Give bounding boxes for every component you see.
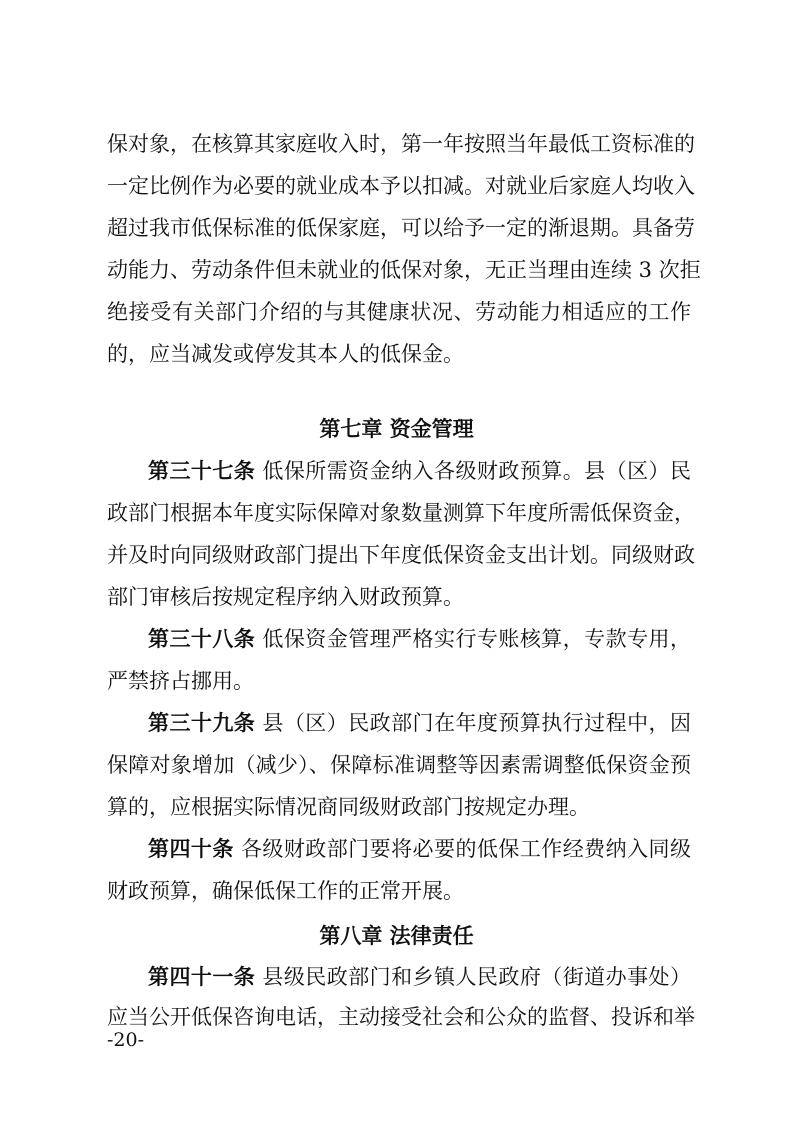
article-37-first-line: [148, 456, 691, 486]
article-label: 第四十一条: [148, 965, 256, 989]
paragraph-line: 保障对象增加（减少）、保障标准调整等因素需调整低保资金预: [107, 753, 691, 777]
paragraph-line: 保对象，在核算其家庭收入时，第一年按照当年最低工资标准的: [107, 132, 695, 156]
article-label: 第三十七条: [148, 459, 256, 483]
paragraph-line: 一定比例作为必要的就业成本予以扣减。对就业后家庭人均收入: [107, 174, 695, 198]
article-text: 低保资金管理严格实行专账核算，专款专用，: [255, 627, 691, 651]
article-label: 第四十条: [148, 837, 234, 861]
article-39-first-line: [148, 708, 691, 738]
article-text: 各级财政部门要将必要的低保工作经费纳入同级: [233, 837, 691, 861]
paragraph-line: 算的，应根据实际情况商同级财政部门按规定办理。: [107, 795, 590, 819]
paragraph-line: 并及时向同级财政部门提出下年度低保资金支出计划。同级财政: [107, 543, 695, 567]
page-number: -20-: [107, 1029, 145, 1051]
paragraph-line: 应当公开低保咨询电话，主动接受社会和公众的监督、投诉和举: [107, 1005, 695, 1029]
article-41-first-line: [148, 962, 691, 992]
article-38-first-line: [148, 624, 691, 654]
paragraph-line: 政部门根据本年度实际保障对象数量测算下年度所需低保资金，: [107, 501, 695, 525]
paragraph-line: 超过我市低保标准的低保家庭，可以给予一定的渐退期。具备劳: [107, 216, 695, 240]
chapter-title: 第七章 资金管理: [319, 417, 474, 441]
article-label: 第三十八条: [148, 627, 256, 651]
paragraph-line: 财政预算，确保低保工作的正常开展。: [107, 879, 464, 903]
article-text: 低保所需资金纳入各级财政预算。县（区）民: [255, 459, 691, 483]
article-40-first-line: [148, 834, 691, 864]
paragraph-line: 部门审核后按规定程序纳入财政预算。: [107, 585, 464, 609]
article-text: 县级民政部门和乡镇人民政府（街道办事处）: [255, 965, 691, 989]
paragraph-line: 严禁挤占挪用。: [107, 669, 254, 693]
chapter-title: 第八章 法律责任: [319, 924, 474, 948]
paragraph-line: 的，应当减发或停发其本人的低保金。: [107, 342, 464, 366]
article-label: 第三十九条: [148, 711, 256, 735]
paragraph-line: 绝接受有关部门介绍的与其健康状况、劳动能力相适应的工作: [107, 300, 691, 324]
paragraph-line: 动能力、劳动条件但未就业的低保对象，无正当理由连续 3 次拒: [107, 258, 701, 282]
article-text: 县（区）民政部门在年度预算执行过程中，因: [255, 711, 691, 735]
